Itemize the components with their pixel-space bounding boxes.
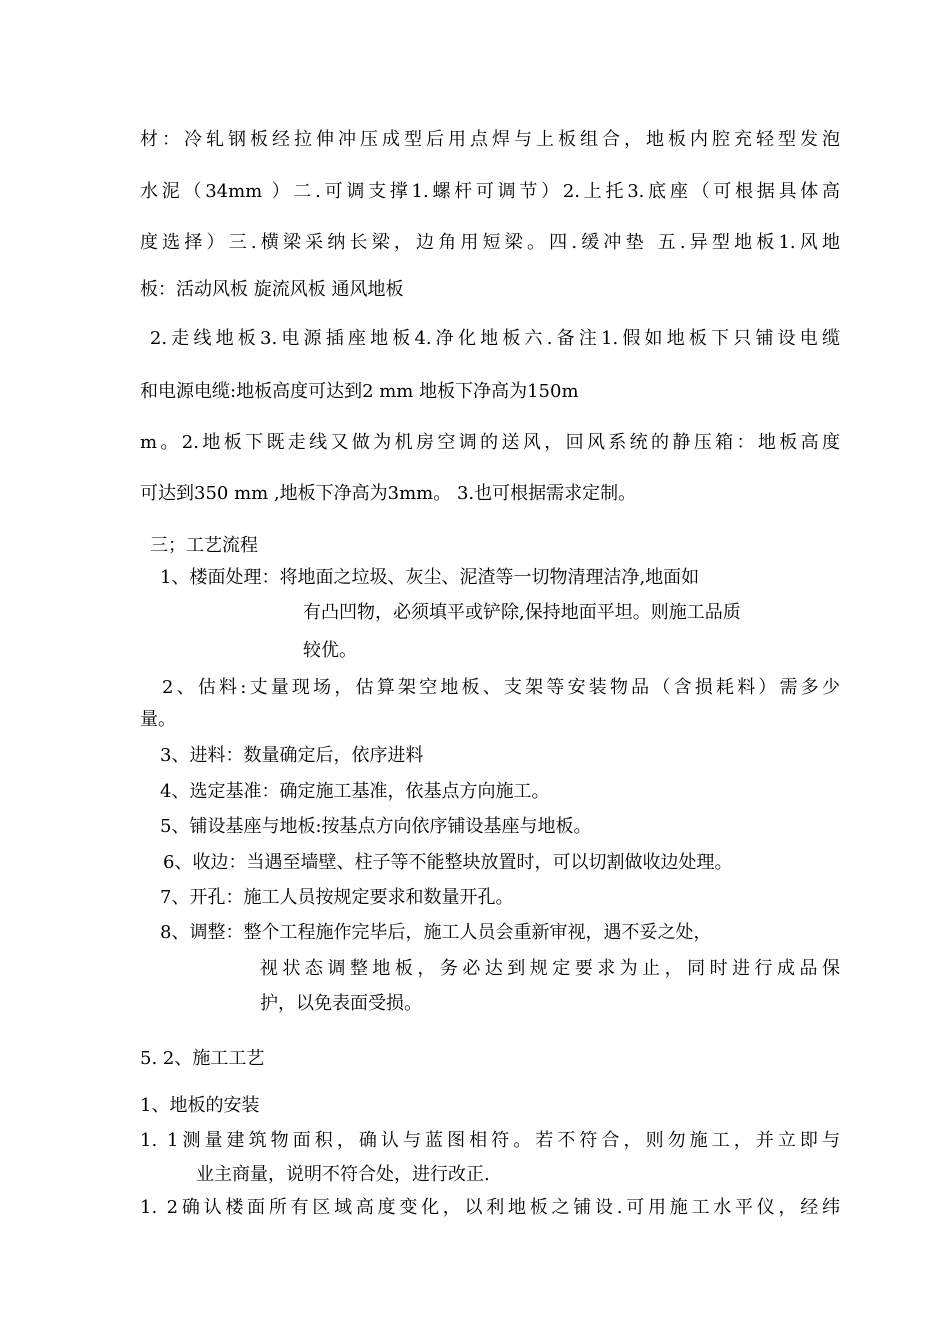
paragraph-line: 材：冷轧钢板经拉伸冲压成型后用点焊与上板组合，地板内腔充轻型发泡 — [140, 129, 840, 150]
process-step: 6、收边：当遇至墙壁、柱子等不能整块放置时，可以切割做收边处理。 — [163, 852, 733, 873]
process-step: 4、选定基准：确定施工基准，依基点方向施工。 — [160, 781, 550, 802]
process-step: 5、铺设基座与地板:按基点方向依序铺设基座与地板。 — [160, 816, 592, 837]
process-step-continuation: 量。 — [140, 709, 176, 730]
process-step: 8、调整：整个工程施作完毕后，施工人员会重新审视，遇不妥之处， — [160, 922, 712, 943]
craft-item-continuation: 业主商量，说明不符合处，进行改正. — [196, 1164, 490, 1185]
craft-item: 1. 1测量建筑物面积，确认与蓝图相符。若不符合，则勿施工，并立即与 — [140, 1130, 840, 1151]
process-step-continuation: 较优。 — [303, 640, 357, 661]
process-step-continuation: 护，以免表面受损。 — [260, 993, 422, 1014]
paragraph-line: 度选择）三.横梁采纳长梁，边角用短梁。四.缓冲垫 五.异型地板1.风地 — [140, 232, 840, 253]
section-heading: 5. 2、施工工艺 — [140, 1048, 265, 1069]
paragraph-line: 板：活动风板 旋流风板 通风地板 — [140, 279, 404, 300]
paragraph-line: 和电源电缆:地板高度可达到2 mm 地板下净高为150m — [140, 381, 579, 402]
process-step: 7、开孔：施工人员按规定要求和数量开孔。 — [160, 887, 514, 908]
process-step: 3、进料：数量确定后，依序进料 — [160, 745, 424, 766]
paragraph-line: 2.走线地板3.电源插座地板4.净化地板六.备注1.假如地板下只铺设电缆 — [140, 328, 840, 349]
paragraph-line: 水泥（34mm ）二.可调支撑1.螺杆可调节）2.上托3.底座（可根据具体高 — [140, 181, 840, 202]
paragraph-line: m。2.地板下既走线又做为机房空调的送风，回风系统的静压箱：地板高度 — [140, 432, 840, 453]
paragraph-line: 可达到350 mm ,地板下净高为3mm。 3.也可根据需求定制。 — [140, 483, 637, 504]
process-step: 1、楼面处理：将地面之垃圾、灰尘、泥渣等一切物清理洁净,地面如 — [160, 567, 700, 588]
subsection-heading: 1、地板的安装 — [140, 1095, 260, 1116]
process-step-continuation: 视状态调整地板，务必达到规定要求为止，同时进行成品保 — [260, 958, 840, 979]
craft-item: 1. 2确认楼面所有区域高度变化，以利地板之铺设.可用施工水平仪，经纬 — [140, 1197, 840, 1218]
section-heading: 三；工艺流程 — [150, 535, 258, 556]
process-step: 2、估料:丈量现场，估算架空地板、支架等安装物品（含损耗料）需多少 — [162, 677, 840, 698]
process-step-continuation: 有凸凹物，必须填平或铲除,保持地面平坦。则施工品质 — [303, 602, 741, 623]
